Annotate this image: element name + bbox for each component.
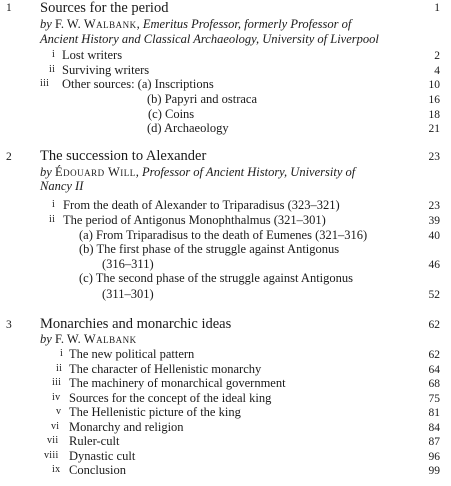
affiliation-line-1: , Professor of Ancient History, University of [135,165,356,179]
byline-prefix: by [40,165,52,179]
entry-page: 2 [434,50,440,62]
entry-numeral: viii [44,450,59,461]
entry-numeral: iii [52,377,62,388]
entry-text: Lost writers [62,48,123,62]
entry-text-continued: (316–311) [102,257,154,271]
entry-text: Surviving writers [62,63,150,77]
entry-numeral: iii [40,78,50,89]
entry-numeral: i [52,49,56,60]
entry-numeral: vii [47,435,59,446]
entry-numeral: i [60,348,64,359]
entry-page: 52 [428,289,440,301]
chapter-number: 2 [6,151,12,163]
entry-page: 40 [428,230,440,242]
entry-page: 81 [428,407,440,419]
author-last: Walbank [83,17,137,31]
entry-text: (b) The first phase of the struggle against Antigonus [79,242,340,256]
affiliation-line-1: , Emeritus Professor, formerly Professor of [136,17,352,31]
entry-page: 99 [428,465,440,477]
entry-text: Dynastic cult [69,449,136,463]
entry-text: (a) From Triparadisus to the death of Eumenes (321–316) [79,228,368,242]
entry-text: Other sources: (a) Inscriptions [62,77,214,91]
author-first: F. W. [54,17,84,31]
chapter-byline [40,166,355,179]
entry-page: 39 [428,215,440,227]
entry-page: 62 [428,349,440,361]
entry-numeral: v [56,406,62,417]
entry-page: 64 [428,364,440,376]
chapter-number: 1 [6,2,12,14]
chapter-number: 3 [6,319,12,331]
entry-text: (c) Coins [148,107,195,121]
entry-page: 10 [428,79,440,91]
author-first: F. W. [54,332,84,346]
entry-page: 4 [434,65,440,77]
chapter-title: Sources for the period [40,0,169,16]
author-last: Walbank [83,332,137,346]
chapter-byline [40,333,137,346]
entry-page: 23 [428,200,440,212]
entry-text: Conclusion [69,463,126,477]
chapter-byline [40,18,351,31]
chapter-page: 62 [428,319,440,331]
entry-text: The machinery of monarchical government [69,376,286,390]
entry-text: Sources for the concept of the ideal king [69,391,272,405]
entry-page: 84 [428,422,440,434]
entry-page: 21 [428,123,440,135]
entry-page: 68 [428,378,440,390]
entry-text: (c) The second phase of the struggle against Antigonus [79,271,354,285]
entry-text: (d) Archaeology [147,121,229,135]
entry-text: The Hellenistic picture of the king [69,405,241,419]
entry-numeral: i [52,199,56,210]
entry-text-continued: (311–301) [102,287,154,301]
author-last: Will [107,165,136,179]
entry-text: The new political pattern [69,347,195,361]
byline-prefix: by [40,332,52,346]
entry-numeral: iv [52,392,61,403]
author-first: Édouard [54,165,108,179]
entry-page: 16 [428,94,440,106]
byline-prefix: by [40,17,52,31]
chapter-page: 1 [434,2,440,14]
entry-page: 75 [428,393,440,405]
entry-page: 96 [428,451,440,463]
entry-numeral: ii [49,64,56,75]
entry-numeral: ii [49,214,56,225]
affiliation-line-2: Nancy II [40,179,84,193]
entry-text: The character of Hellenistic monarchy [69,362,262,376]
chapter-title: The succession to Alexander [40,148,207,164]
entry-page: 46 [428,259,440,271]
entry-numeral: vi [51,421,60,432]
entry-page: 87 [428,436,440,448]
chapter-title: Monarchies and monarchic ideas [40,316,232,332]
entry-text: The period of Antigonus Monophthalmus (321–301) [63,213,326,227]
entry-numeral: ix [52,464,61,475]
entry-text: (b) Papyri and ostraca [147,92,258,106]
affiliation-line-2: Ancient History and Classical Archaeology, University of Liverpool [40,32,379,46]
entry-text: Monarchy and religion [69,420,184,434]
entry-page: 18 [428,109,440,121]
chapter-page: 23 [428,151,440,163]
entry-text: From the death of Alexander to Triparadisus (323–321) [63,198,340,212]
entry-numeral: ii [56,363,63,374]
entry-text: Ruler-cult [69,434,120,448]
